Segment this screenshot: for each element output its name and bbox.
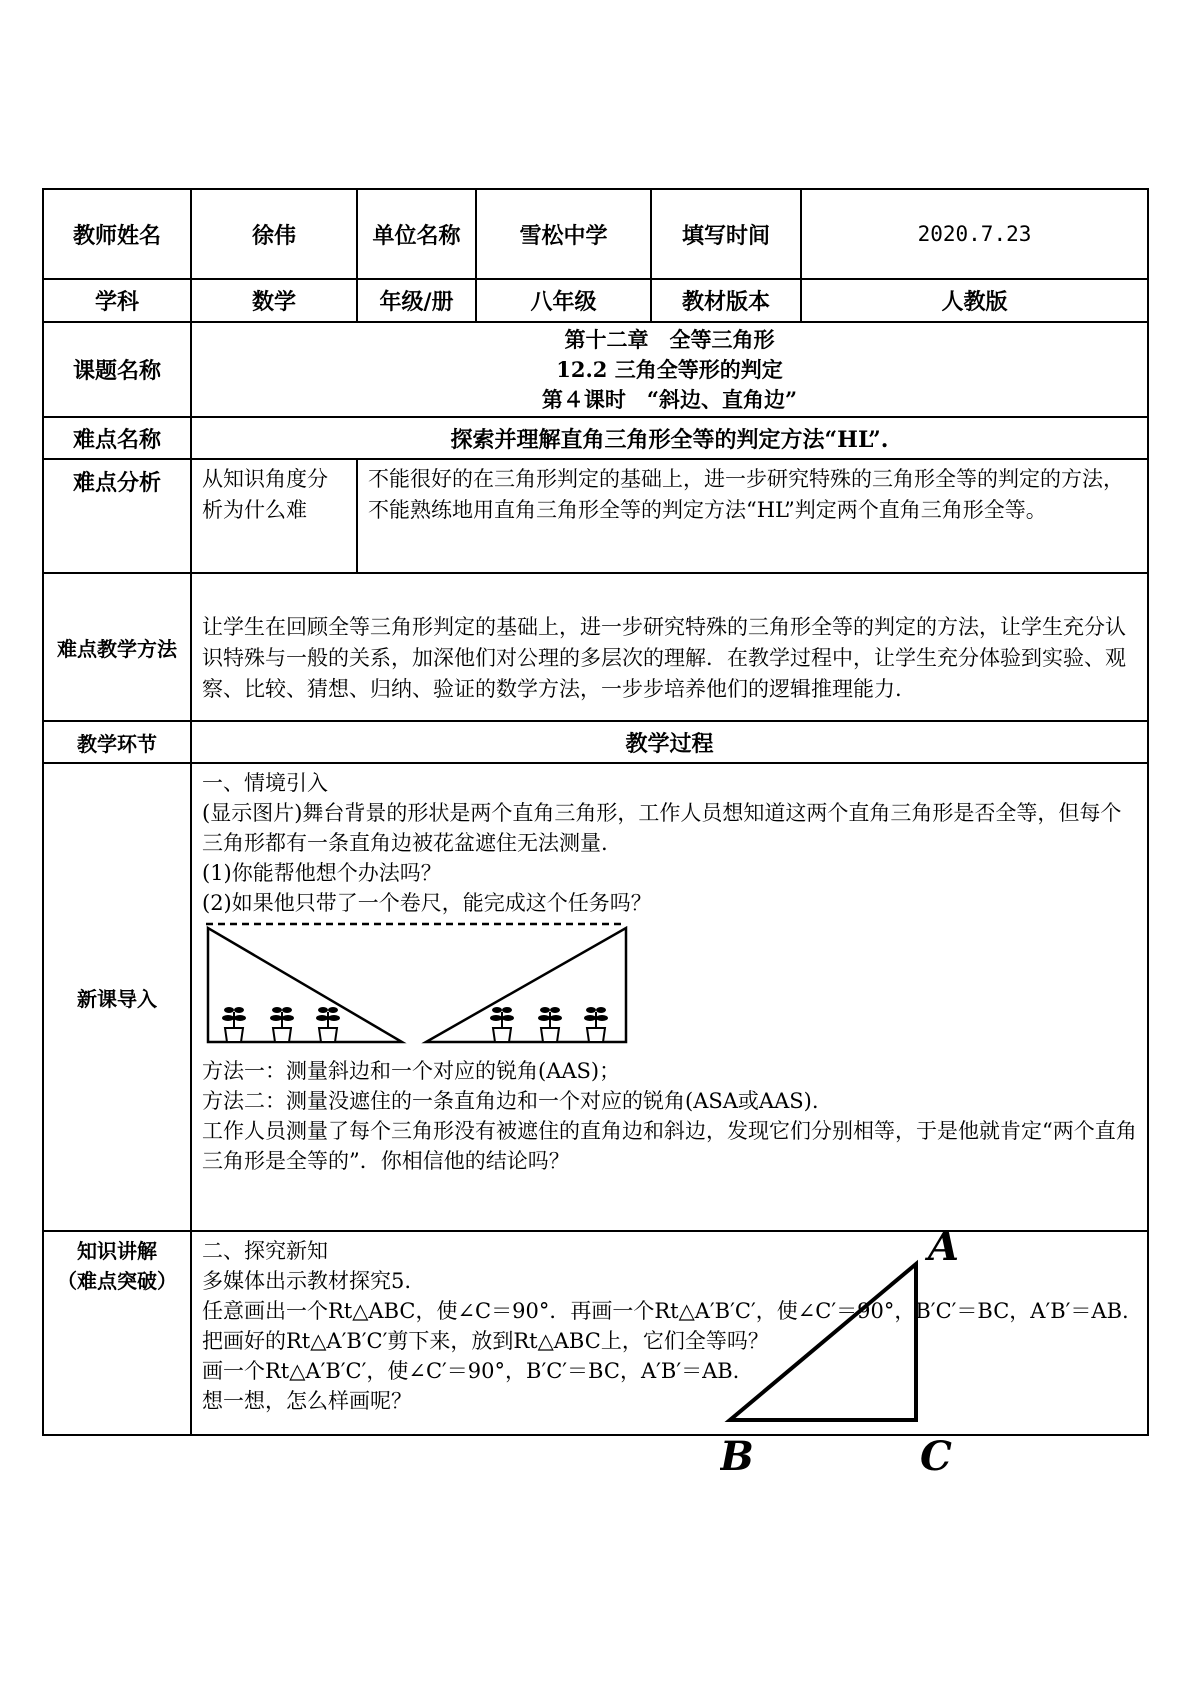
fill-time-label: 填写时间 (651, 189, 801, 279)
analysis-sub-label: 从知识角度分析为什么难 (191, 459, 357, 573)
difficulty-label: 难点名称 (43, 417, 191, 459)
topic-section: 12.2 三角全等形的判定 (556, 356, 783, 382)
grade-label: 年级/册 (357, 279, 476, 322)
left-right-triangle (208, 928, 402, 1042)
grade-value: 八年级 (476, 279, 651, 322)
topic-chapter: 第十二章 全等三角形 (564, 326, 775, 352)
process-header-label: 教学过程 (191, 721, 1148, 763)
stage-header-label: 教学环节 (43, 721, 191, 763)
teacher-name-value: 徐伟 (191, 189, 357, 279)
header-row-1 (43, 189, 1148, 279)
intro-question-1: (1)你能帮他想个办法吗？ (202, 861, 442, 885)
right-triangle-abc-figure (720, 1224, 980, 1524)
subject-label: 学科 (43, 279, 191, 322)
knowledge-line-3: 画一个Rt△A′B′C′，使∠C′＝90°，B′C′＝BC，A′B′＝AB. (202, 1359, 740, 1383)
flower-pot-icon (538, 1007, 562, 1042)
difficulty-value: 探索并理解直角三角形全等的判定方法“HL”. (191, 417, 1148, 459)
edition-label: 教材版本 (651, 279, 801, 322)
analysis-row (43, 459, 1148, 573)
unit-name-value: 雪松中学 (476, 189, 651, 279)
analysis-label: 难点分析 (43, 459, 191, 573)
fill-time-value: 2020.7.23 (801, 189, 1148, 279)
intro-method-2: 方法二：测量没遮住的一条直角边和一个对应的锐角(ASA或AAS). (202, 1089, 819, 1113)
intro-question-2: (2)如果他只带了一个卷尺，能完成这个任务吗？ (202, 891, 652, 915)
knowledge-content (191, 1231, 1148, 1435)
topic-value (191, 322, 1148, 417)
intro-label: 新课导入 (43, 763, 191, 1231)
intro-method-1: 方法一：测量斜边和一个对应的锐角(AAS)； (202, 1059, 621, 1083)
knowledge-line-1: 多媒体出示教材探究5. (202, 1269, 412, 1293)
knowledge-row (43, 1231, 1148, 1435)
topic-label: 课题名称 (43, 322, 191, 417)
flower-pot-icon (270, 1007, 294, 1042)
stage-triangles-illustration (202, 920, 642, 1050)
teacher-name-label: 教师姓名 (43, 189, 191, 279)
method-row (43, 573, 1148, 721)
lesson-plan-table (42, 188, 1149, 1436)
flower-pot-icon (222, 1007, 246, 1042)
intro-heading: 一、情境引入 (202, 771, 328, 795)
subject-value: 数学 (191, 279, 357, 322)
topic-lesson: 第４课时 “斜边、直角边” (541, 386, 798, 412)
difficulty-row (43, 417, 1148, 459)
lesson-plan-document (42, 188, 1147, 1436)
knowledge-line-4: 想一想，怎么样画呢？ (202, 1389, 412, 1413)
intro-row (43, 763, 1148, 1231)
header-row-2 (43, 279, 1148, 322)
knowledge-label-line-1: 知识讲解 (77, 1239, 157, 1263)
edition-value: 人教版 (801, 279, 1148, 322)
knowledge-heading: 二、探究新知 (202, 1239, 328, 1263)
vertex-a-label: A (928, 1224, 960, 1270)
knowledge-line-2: 任意画出一个Rt△ABC，使∠C＝90°．再画一个Rt△A′B′C′，使∠C′＝90°，B′C′＝BC，A′B′＝AB.把画好的Rt△A′B′C′剪下来，放到Rt△ABC上，它们全等吗？ (202, 1299, 1129, 1353)
knowledge-label (43, 1231, 191, 1435)
method-text: 让学生在回顾全等三角形判定的基础上，进一步研究特殊的三角形全等的判定的方法，让学生充分认识特殊与一般的关系，加深他们对公理的多层次的理解．在教学过程中，让学生充分体验到实验、观察、比较、猜想、归纳、验证的数学方法，一步步培养他们的逻辑推理能力. (191, 573, 1148, 721)
flower-pot-icon (584, 1007, 608, 1042)
method-label: 难点教学方法 (43, 573, 191, 721)
intro-content (191, 763, 1148, 1231)
flower-pot-icon (316, 1007, 340, 1042)
intro-paragraph-2: 工作人员测量了每个三角形没有被遮住的直角边和斜边，发现它们分别相等，于是他就肯定“两个直角三角形是全等的”．你相信他的结论吗？ (202, 1119, 1137, 1173)
vertex-b-label: B (720, 1433, 754, 1480)
topic-row (43, 322, 1148, 417)
vertex-c-label: C (920, 1433, 952, 1480)
analysis-text: 不能很好的在三角形判定的基础上，进一步研究特殊的三角形全等的判定的方法，不能熟练地用直角三角形全等的判定方法“HL”判定两个直角三角形全等。 (357, 459, 1148, 573)
flower-pot-icon (490, 1007, 514, 1042)
knowledge-label-line-2: （难点突破） (57, 1269, 177, 1293)
intro-paragraph-1: (显示图片)舞台背景的形状是两个直角三角形，工作人员想知道这两个直角三角形是否全等，但每个三角形都有一条直角边被花盆遮住无法测量. (202, 801, 1122, 855)
process-header-row (43, 721, 1148, 763)
unit-name-label: 单位名称 (357, 189, 476, 279)
